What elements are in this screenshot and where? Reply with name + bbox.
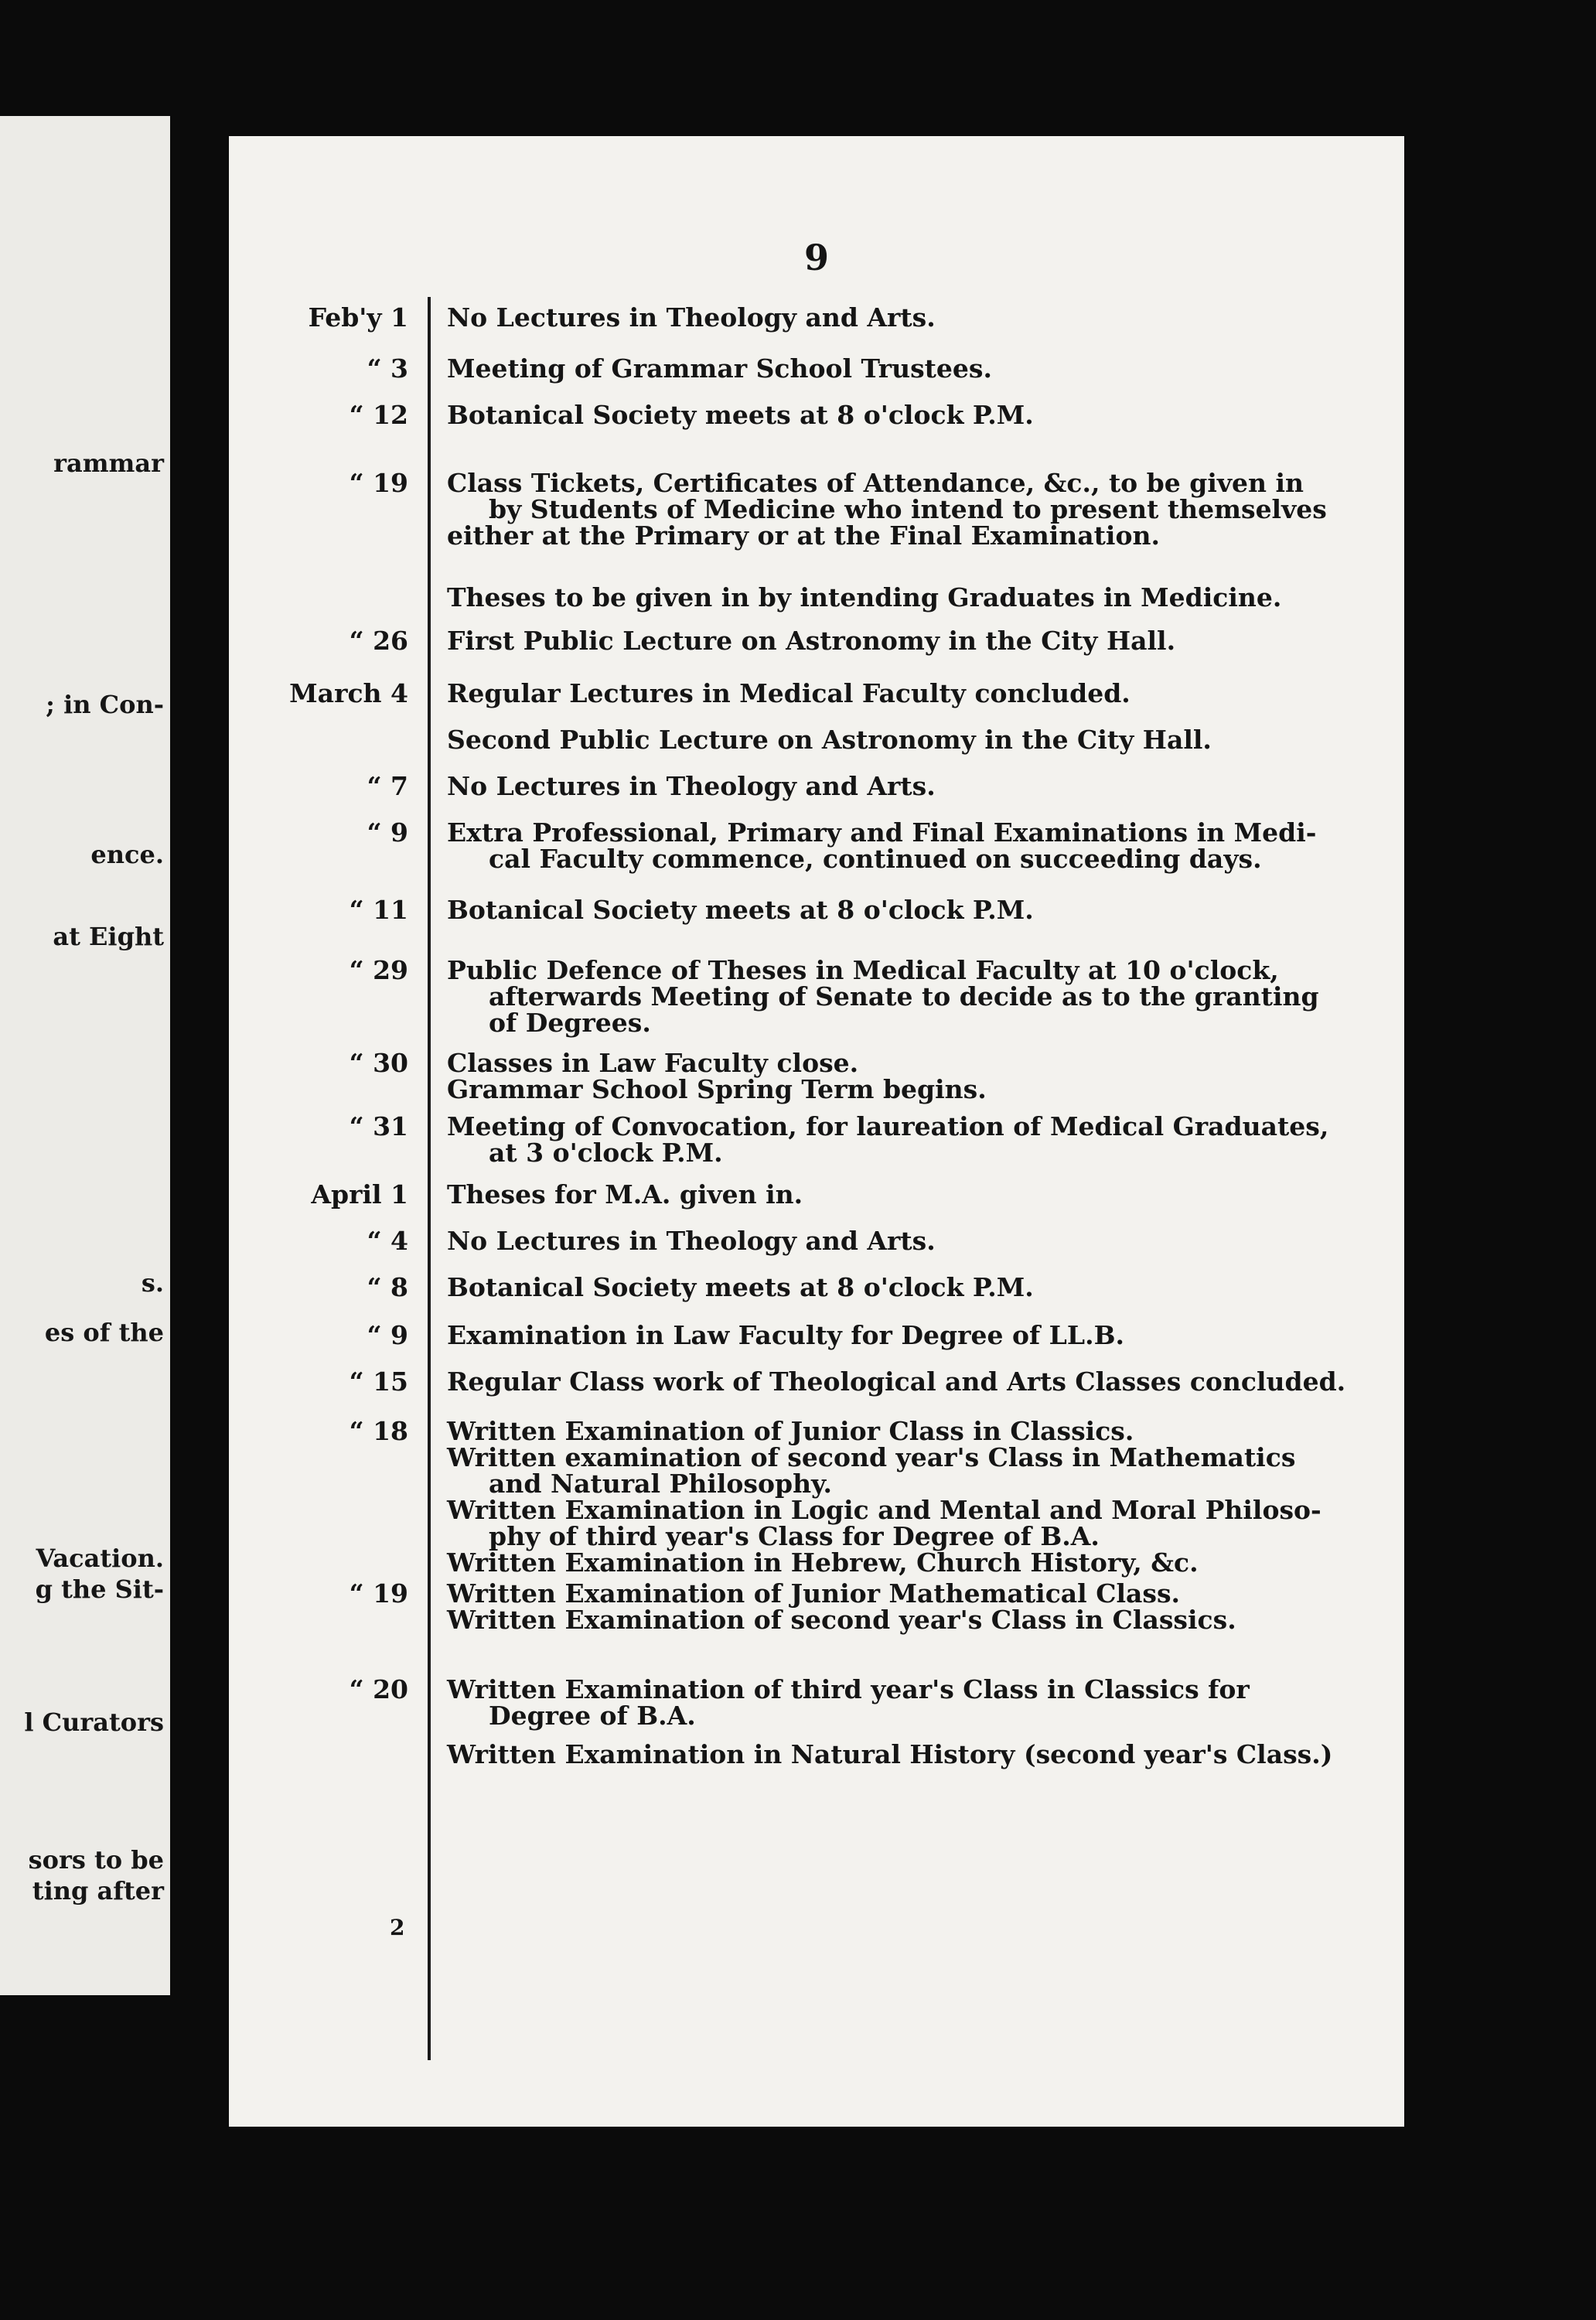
entry-text-line: Extra Professional, Primary and Final Examinations in Medi- [447,817,1317,848]
entry-date: “ 31 [349,1111,408,1141]
entry-date: “ 20 [349,1674,408,1704]
entry-text-line: Written Examination of third year's Class in Classics for [447,1674,1250,1704]
entry-text-line: of Degrees. [489,1008,651,1038]
entry-text-line: cal Faculty commence, continued on succeeding days. [489,844,1262,874]
entry-text-line: Written Examination in Hebrew, Church History, &c. [447,1547,1199,1578]
entry-text-line: Botanical Society meets at 8 o'clock P.M. [447,1272,1034,1302]
entry-text-line: Regular Lectures in Medical Faculty concluded. [447,678,1130,708]
entry-text-line: Written Examination of second year's Class in Classics. [447,1605,1236,1635]
left-page-text-fragment: s. [141,1268,164,1298]
entry-date: “ 26 [349,626,408,656]
left-page-text-fragment: l Curators [24,1708,164,1737]
entry-text-line: Second Public Lecture on Astronomy in the City Hall. [447,725,1212,755]
entry-date: “ 12 [349,400,408,430]
entry-date: “ 19 [349,1578,408,1609]
entry-text-line: Examination in Law Faculty for Degree of LL.B. [447,1320,1124,1350]
entry-text-line: Degree of B.A. [489,1701,696,1731]
entry-text-line: Written Examination in Natural History (second year's Class.) [447,1739,1333,1769]
entry-text-line: by Students of Medicine who intend to present themselves [489,494,1327,524]
left-page-text-fragment: ting after [32,1876,164,1905]
left-page-text-fragment: g the Sit- [35,1575,164,1604]
left-page-text-fragment: es of the [44,1318,164,1347]
entry-text-line: Written Examination of Junior Mathematical Class. [447,1578,1181,1609]
entry-text-line: Written Examination in Logic and Mental and Moral Philoso- [447,1495,1321,1525]
entry-text-line: Public Defence of Theses in Medical Faculty at 10 o'clock, [447,955,1279,985]
entry-text-line: Meeting of Grammar School Trustees. [447,353,992,384]
entry-text-line: Botanical Society meets at 8 o'clock P.M. [447,400,1034,430]
entry-text-line: Theses to be given in by intending Graduates in Medicine. [447,582,1282,612]
entry-text-line: Written examination of second year's Class in Mathematics [447,1442,1296,1472]
column-divider-rule [428,297,431,2060]
entry-text-line: Regular Class work of Theological and Arts Classes concluded. [447,1366,1346,1397]
entry-date: “ 4 [367,1226,408,1256]
entry-date: Feb'y 1 [308,302,408,333]
entry-date: “ 15 [349,1366,408,1397]
entry-text-line: Theses for M.A. given in. [447,1179,803,1209]
left-page-text-fragment: Vacation. [36,1544,164,1573]
entry-text-line: either at the Primary or at the Final Examination. [447,520,1160,551]
signature-mark: 2 [390,1915,405,1940]
page-number: 9 [803,237,829,278]
entry-date: “ 29 [349,955,408,985]
left-page-text-fragment: at Eight [53,922,164,951]
entry-text-line: No Lectures in Theology and Arts. [447,302,936,333]
calendar-page [229,136,1404,2127]
entry-text-line: Class Tickets, Certificates of Attendance, &c., to be given in [447,468,1304,498]
entry-text-line: No Lectures in Theology and Arts. [447,771,936,801]
entry-text-line: Meeting of Convocation, for laureation of Medical Graduates, [447,1111,1329,1141]
entry-date: March 4 [289,678,408,708]
entry-text-line: phy of third year's Class for Degree of B.A. [489,1521,1100,1551]
entry-date: “ 9 [367,1320,408,1350]
entry-date: April 1 [311,1179,408,1209]
entry-date: “ 18 [349,1416,408,1446]
left-page-text-fragment: ence. [90,840,164,869]
previous-page-fragment [0,116,170,1995]
entry-text-line: Grammar School Spring Term begins. [447,1074,987,1104]
entry-text-line: afterwards Meeting of Senate to decide as to the granting [489,981,1319,1012]
entry-text-line: First Public Lecture on Astronomy in the City Hall. [447,626,1176,656]
entry-text-line: Written Examination of Junior Class in Classics. [447,1416,1134,1446]
entry-date: “ 11 [349,895,408,925]
entry-text-line: No Lectures in Theology and Arts. [447,1226,936,1256]
entry-text-line: at 3 o'clock P.M. [489,1138,723,1168]
entry-date: “ 7 [367,771,408,801]
left-page-text-fragment: ; in Con- [46,690,164,719]
entry-date: “ 3 [367,353,408,384]
entry-text-line: Botanical Society meets at 8 o'clock P.M. [447,895,1034,925]
left-page-text-fragment: rammar [53,449,164,478]
entry-date: “ 19 [349,468,408,498]
left-page-text-fragment: sors to be [28,1845,164,1875]
entry-text-line: and Natural Philosophy. [489,1469,832,1499]
entry-date: “ 9 [367,817,408,848]
entry-text-line: Classes in Law Faculty close. [447,1048,859,1078]
entry-date: “ 8 [367,1272,408,1302]
entry-date: “ 30 [349,1048,408,1078]
